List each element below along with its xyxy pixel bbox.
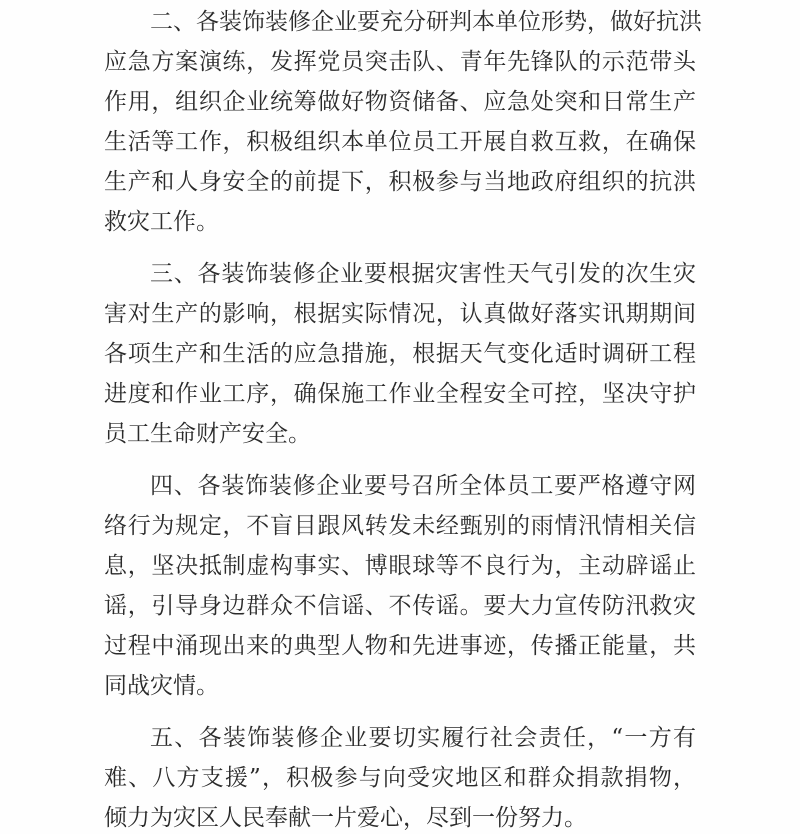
text-line: 络行为规定，不盲目跟风转发未经甄别的雨情汛情相关信	[104, 513, 696, 539]
text-line: 应急方案演练，发挥党员突击队、青年先锋队的示范带头	[104, 49, 696, 75]
text-line: 二、各装饰装修企业要充分研判本单位形势，做好抗洪	[150, 9, 702, 35]
text-line: 过程中涌现出来的典型人物和先进事迹，传播正能量，共	[104, 633, 696, 659]
text-line: 作用，组织企业统筹做好物资储备、应急处突和日常生产	[104, 89, 696, 115]
text-line: 难、八方支援”，积极参与向受灾地区和群众捐款捐物，	[104, 765, 696, 791]
text-line: 害对生产的影响，根据实际情况，认真做好落实讯期期间	[104, 301, 696, 327]
text-line: 各项生产和生活的应急措施，根据天气变化适时调研工程	[104, 341, 696, 367]
text-line: 生产和人身安全的前提下，积极参与当地政府组织的抗洪	[104, 169, 696, 195]
text-line: 同战灾情。	[104, 673, 219, 699]
text-line: 三、各装饰装修企业要根据灾害性天气引发的次生灾	[150, 261, 696, 287]
text-line: 生活等工作，积极组织本单位员工开展自救互救，在确保	[104, 129, 696, 155]
text-line: 救灾工作。	[104, 209, 219, 235]
text-line: 员工生命财产安全。	[104, 421, 311, 447]
text-line: 四、各装饰装修企业要号召所全体员工要严格遵守网	[150, 473, 696, 499]
text-line: 倾力为灾区人民奉献一片爱心，尽到一份努力。	[104, 805, 587, 831]
text-line: 谣，引导身边群众不信谣、不传谣。要大力宣传防汛救灾	[104, 593, 696, 619]
text-line: 息，坚决抵制虚构事实、博眼球等不良行为，主动辟谣止	[104, 553, 696, 579]
text-line: 五、各装饰装修企业要切实履行社会责任，“一方有	[150, 725, 696, 751]
text-line: 进度和作业工序，确保施工作业全程安全可控，坚决守护	[104, 381, 696, 407]
